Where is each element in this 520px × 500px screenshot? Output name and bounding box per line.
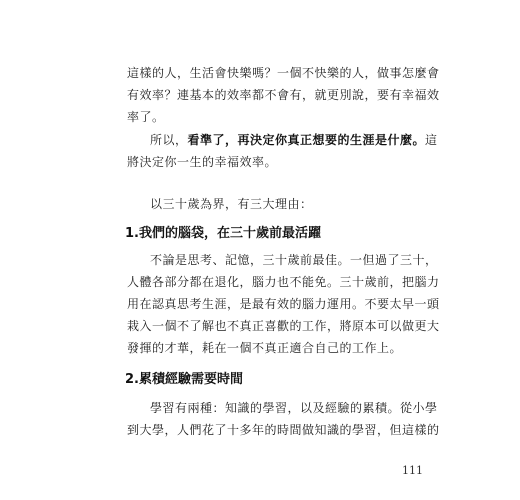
emphasized-sentence: 看準了，再決定你真正想要的生涯是什麼。 bbox=[187, 133, 426, 147]
paragraph-4-line-1: 不論是思考、記憶，三十歲前最佳。一但過了三十， bbox=[150, 253, 438, 267]
paragraph-1-line-1: 這樣的人，生活會快樂嗎？一個不快樂的人，做事怎麼會 bbox=[127, 66, 440, 80]
paragraph-2-suffix: 這 bbox=[425, 133, 438, 147]
section-heading-1: 1.我們的腦袋，在三十歲前最活躍 bbox=[125, 226, 321, 241]
page-number: 111 bbox=[402, 464, 423, 477]
paragraph-2-line-1 bbox=[150, 133, 438, 147]
paragraph-4-line-2: 人體各部分都在退化，腦力也不能免。三十歲前，把腦力 bbox=[127, 275, 440, 289]
paragraph-1-line-3: 率了。 bbox=[127, 110, 165, 124]
section-heading-2: 2.累積經驗需要時間 bbox=[125, 372, 243, 387]
paragraph-4-line-3: 用在認真思考生涯，是最有效的腦力運用。不要太早一頭 bbox=[127, 297, 440, 311]
paragraph-2-prefix: 所以， bbox=[150, 133, 188, 147]
paragraph-4-line-4: 栽入一個不了解也不真正喜歡的工作，將原本可以做更大 bbox=[127, 319, 440, 333]
paragraph-5-line-2: 到大學，人們花了十多年的時間做知識的學習，但這樣的 bbox=[127, 423, 440, 437]
paragraph-1-line-2: 有效率？連基本的效率都不會有，就更別說，要有幸福效 bbox=[127, 88, 440, 102]
paragraph-3-line-1: 以三十歲為界，有三大理由： bbox=[150, 197, 313, 211]
paragraph-4-line-5: 發揮的才華，耗在一個不真正適合自己的工作上。 bbox=[127, 341, 403, 355]
paragraph-5-line-1: 學習有兩種：知識的學習，以及經驗的累積。從小學 bbox=[150, 401, 438, 415]
paragraph-2-line-2: 將決定你一生的幸福效率。 bbox=[127, 155, 278, 169]
